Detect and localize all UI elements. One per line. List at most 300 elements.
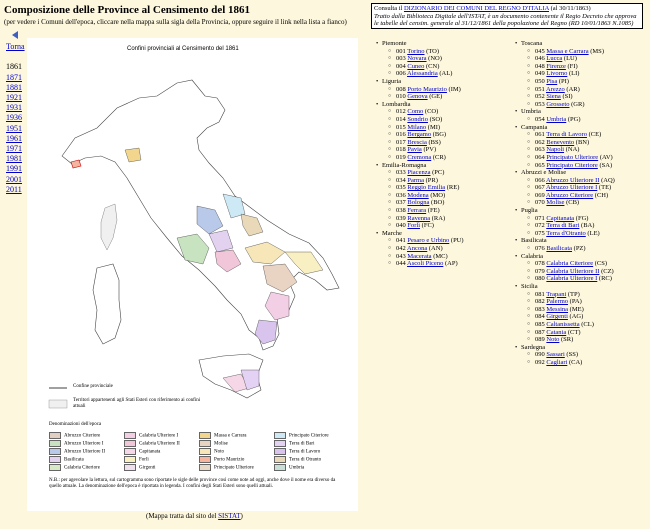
- province-item: ○ 065 Principato Citeriore (SA): [515, 162, 615, 170]
- province-item: ○ 035 Reggio Emilia (RE): [376, 184, 464, 192]
- province-link[interactable]: Torino: [407, 47, 425, 55]
- province-item: ○ 044 Ascoli Piceno (AP): [376, 260, 464, 268]
- year-link-1881[interactable]: 1881: [6, 82, 22, 92]
- province-link[interactable]: Lucca: [546, 55, 563, 63]
- legend-item: [124, 432, 178, 440]
- province-link[interactable]: Molise: [546, 199, 565, 207]
- year-nav: [6, 31, 25, 195]
- province-code: 019: [396, 153, 406, 161]
- province-item: ○ 016 Bergamo (BG): [376, 131, 464, 139]
- province-item: ○ 085 Caltanissetta (CL): [515, 321, 615, 329]
- province-sigla: SS: [568, 351, 576, 359]
- province-link[interactable]: Terra d'Otranto: [546, 229, 586, 237]
- region-item: [515, 108, 615, 116]
- province-item: ○ 049 Livorno (LI): [515, 70, 615, 78]
- province-item: ○ 064 Principato Ulteriore (AV): [515, 154, 615, 162]
- legend-swatch: [124, 456, 136, 463]
- province-link[interactable]: Macerata: [407, 252, 432, 260]
- province-item: ○ 052 Siena (SI): [515, 93, 615, 101]
- legend-swatch: [199, 440, 211, 447]
- legend-swatch: [124, 464, 136, 471]
- province-link[interactable]: Napoli: [546, 146, 565, 154]
- province-item: ○ 087 Catania (CT): [515, 329, 615, 337]
- legend-swatch: [274, 432, 286, 439]
- year-link-1871[interactable]: 1871: [6, 72, 22, 82]
- map-note: N.B.: per agevolare la lettura, sul cartogramma sono riportate le sigle delle province così come note ad oggi, anche dove il nome era diverso da quello attuale. La denominazione dell'epoca è riportata in legenda. I confini degli Stati Esteri sono quelli attuali.: [49, 478, 336, 489]
- legend-foreign-label: Territori appartenenti agli Stati Esteri con riferimento ai confini attuali: [73, 398, 201, 409]
- province-code: 034: [396, 176, 406, 184]
- province-code: 066: [535, 176, 545, 184]
- regions-column-left: [376, 40, 464, 268]
- legend-swatch: [49, 464, 61, 471]
- province-link[interactable]: Pisa: [546, 77, 558, 85]
- province-sigla: BA: [583, 222, 593, 230]
- province-sigla: BO: [433, 199, 443, 207]
- province-code: 084: [535, 313, 545, 321]
- province-link[interactable]: Trapani: [546, 290, 567, 298]
- province-item: ○ 072 Terra di Bari (BA): [515, 222, 615, 230]
- province-sigla: TP: [570, 290, 578, 298]
- region-item: [515, 124, 615, 132]
- province-link[interactable]: Ravenna: [407, 214, 431, 222]
- legend-item: [274, 456, 321, 464]
- legend-item: [274, 464, 304, 472]
- legend-item: [124, 440, 180, 448]
- province-code: 085: [535, 320, 545, 328]
- province-sigla: FI: [569, 62, 576, 70]
- province-link[interactable]: Pesaro e Urbino: [407, 237, 450, 245]
- province-code: 070: [535, 199, 545, 207]
- year-link-2011[interactable]: 2011: [6, 184, 22, 194]
- region-item: [376, 78, 464, 86]
- year-link-2001[interactable]: 2001: [6, 174, 22, 184]
- province-sigla: TO: [428, 47, 437, 55]
- province-link[interactable]: Modena: [407, 191, 429, 199]
- province-code: 033: [396, 169, 406, 177]
- province-link[interactable]: Abruzzo Ulteriore I: [546, 184, 598, 192]
- province-code: 083: [535, 305, 545, 313]
- legend-item: [274, 440, 314, 448]
- province-link[interactable]: Ancona: [407, 245, 428, 253]
- province-link[interactable]: Milano: [407, 123, 427, 131]
- province-item: ○ 004 Cuneo (CN): [376, 63, 464, 71]
- region-item: [515, 40, 615, 48]
- province-sigla: RA: [433, 214, 443, 222]
- province-code: 081: [535, 290, 545, 298]
- sistat-link[interactable]: SISTAT: [218, 512, 241, 520]
- province-item: ○ 008 Porto Maurizio (IM): [376, 86, 464, 94]
- province-code: 010: [396, 93, 406, 101]
- province-sigla: CO: [427, 108, 437, 116]
- province-sigla: LE: [589, 229, 598, 237]
- province-item: ○ 012 Como (CO): [376, 108, 464, 116]
- province-code: 076: [535, 245, 545, 253]
- province-code: 039: [396, 214, 406, 222]
- legend-label: Calabria Citeriore: [64, 465, 100, 471]
- legend-item: [49, 448, 105, 456]
- province-sigla: PU: [453, 237, 462, 245]
- province-link[interactable]: Cagliari: [546, 358, 568, 366]
- province-code: 046: [535, 55, 545, 63]
- province-code: 049: [535, 70, 545, 78]
- province-sigla: CE: [590, 131, 600, 139]
- province-item: ○ 061 Terra di Lavoro (CE): [515, 131, 615, 139]
- province-link[interactable]: Parma: [407, 176, 424, 184]
- page-title: Composizione delle Province al Censimento del 1861: [4, 4, 251, 16]
- province-item: ○ 083 Messina (ME): [515, 306, 615, 314]
- legend-swatch: [49, 456, 61, 463]
- region-name: Puglia: [521, 207, 538, 215]
- province-code: 017: [396, 138, 406, 146]
- region-name: Calabria: [521, 252, 544, 260]
- region-item: [515, 283, 615, 291]
- legend-item: [199, 448, 224, 456]
- province-link[interactable]: Terra di Lavoro: [546, 131, 587, 139]
- province-code: 036: [396, 191, 406, 199]
- province-code: 015: [396, 123, 406, 131]
- province-link[interactable]: Forlì: [407, 222, 421, 230]
- province-link[interactable]: Genova: [407, 93, 428, 101]
- province-link[interactable]: Grosseto: [546, 100, 570, 108]
- province-link[interactable]: Capitanata: [546, 214, 575, 222]
- region-name: Basilicata: [521, 237, 547, 245]
- province-item: ○ 078 Calabria Citeriore (CS): [515, 260, 615, 268]
- province-code: 079: [535, 267, 545, 275]
- province-item: ○ 084 Girgenti (AG): [515, 313, 615, 321]
- province-code: 063: [535, 146, 545, 154]
- province-item: ○ 015 Milano (MI): [376, 124, 464, 132]
- province-link[interactable]: Sondrio: [407, 115, 428, 123]
- province-link[interactable]: Reggio Emilia: [407, 184, 446, 192]
- legend-item: [49, 432, 100, 440]
- province-link[interactable]: Ascoli Piceno: [407, 260, 444, 268]
- province-sigla: PI: [561, 77, 567, 85]
- province-code: 067: [535, 184, 545, 192]
- province-code: 053: [535, 100, 545, 108]
- region-name: Liguria: [382, 77, 402, 85]
- legend-item: [199, 440, 228, 448]
- province-sigla: RC: [601, 275, 610, 283]
- legend-item: [49, 456, 84, 464]
- province-code: 082: [535, 298, 545, 306]
- province-code: 087: [535, 328, 545, 336]
- province-item: ○ 046 Lucca (LU): [515, 55, 615, 63]
- province-link[interactable]: Calabria Ulteriore I: [546, 275, 598, 283]
- legend-swatch: [124, 432, 136, 439]
- province-sigla: IM: [450, 85, 459, 93]
- regions-column-right: [515, 40, 615, 367]
- region-item: [376, 230, 464, 238]
- legend-label: Porto Maurizio: [214, 457, 245, 463]
- province-item: ○ 062 Benevento (BN): [515, 139, 615, 147]
- province-link[interactable]: Alessandria: [407, 70, 438, 78]
- caption-suffix: ): [240, 512, 243, 520]
- province-item: ○ 076 Basilicata (PZ): [515, 245, 615, 253]
- legend-item: [274, 432, 329, 440]
- legend-label: Calabria Ulteriore I: [139, 433, 179, 439]
- province-sigla: AN: [431, 245, 441, 253]
- province-item: ○ 070 Molise (CB): [515, 199, 615, 207]
- province-link[interactable]: Livorno: [546, 70, 568, 78]
- province-link[interactable]: Principato Citeriore: [546, 161, 598, 169]
- province-item: ○ 037 Bologna (BO): [376, 199, 464, 207]
- region-name: Toscana: [521, 40, 543, 47]
- province-code: 051: [535, 85, 545, 93]
- province-sigla: MI: [429, 123, 438, 131]
- province-sigla: CT: [570, 328, 579, 336]
- dictionary-link[interactable]: DIZIONARIO DEI COMUNI DEL REGNO D'ITALIA: [403, 5, 549, 12]
- legend-item: [124, 448, 160, 456]
- province-item: ○ 089 Noto (SR): [515, 336, 615, 344]
- province-sigla: SA: [601, 161, 610, 169]
- province-sigla: AQ: [603, 176, 613, 184]
- legend-label: Principato Citeriore: [289, 433, 329, 439]
- province-link[interactable]: Piacenza: [407, 169, 431, 177]
- province-link[interactable]: Siena: [546, 93, 561, 101]
- province-item: ○ 066 Abruzzo Ulteriore II (AQ): [515, 177, 615, 185]
- province-link[interactable]: Ferrara: [407, 207, 427, 215]
- province-link[interactable]: Palermo: [546, 298, 569, 306]
- region-item: [515, 253, 615, 261]
- province-code: 061: [535, 131, 545, 139]
- province-sigla: ME: [571, 305, 582, 313]
- legend-label: Girgenti: [139, 465, 156, 471]
- province-link[interactable]: Como: [407, 108, 424, 116]
- legend-swatch: [49, 440, 61, 447]
- province-code: 035: [396, 184, 406, 192]
- province-link[interactable]: Brescia: [407, 138, 427, 146]
- province-sigla: CR: [435, 153, 444, 161]
- province-link[interactable]: Firenze: [546, 62, 566, 70]
- province-link[interactable]: Cuneo: [407, 62, 425, 70]
- legend-item: [199, 432, 246, 440]
- province-sigla: PC: [434, 169, 443, 177]
- province-sigla: AR: [568, 85, 578, 93]
- province-sigla: CL: [583, 320, 592, 328]
- province-code: 045: [535, 47, 545, 55]
- province-item: ○ 075 Terra d'Otranto (LE): [515, 230, 615, 238]
- province-link[interactable]: Terra di Bari: [546, 222, 580, 230]
- legend-label: Terra di Otranto: [289, 457, 322, 463]
- province-code: 050: [535, 77, 545, 85]
- legend-label: Noto: [214, 449, 224, 455]
- year-link-1971[interactable]: 1971: [6, 144, 22, 154]
- legend-label: Molise: [214, 441, 228, 447]
- province-sigla: AV: [601, 153, 611, 161]
- province-link[interactable]: Abruzzo Citeriore: [546, 191, 594, 199]
- province-sigla: GR: [573, 100, 583, 108]
- province-item: ○ 042 Ancona (AN): [376, 245, 464, 253]
- province-link[interactable]: Arezzo: [546, 85, 565, 93]
- province-sigla: TE: [601, 184, 610, 192]
- province-code: 052: [535, 93, 545, 101]
- province-sigla: AG: [571, 313, 582, 321]
- page-subtitle: (per vedere i Comuni dell'epoca, cliccare nella mappa sulla sigla della Provincia, oppure seguire il link nella lista a fianco): [4, 18, 347, 26]
- province-code: 071: [535, 214, 545, 222]
- back-arrow-icon[interactable]: [6, 31, 25, 42]
- province-code: 016: [396, 131, 406, 139]
- legend-swatch: [274, 448, 286, 455]
- region-item: [376, 101, 464, 109]
- province-link[interactable]: Benevento: [546, 138, 575, 146]
- legend-swatch: [199, 456, 211, 463]
- province-sigla: NA: [567, 146, 578, 154]
- province-link[interactable]: Catania: [546, 328, 567, 336]
- province-item: ○ 069 Abruzzo Citeriore (CH): [515, 192, 615, 200]
- province-code: 041: [396, 237, 406, 245]
- legend-item: [124, 456, 149, 464]
- province-sigla: CH: [596, 191, 606, 199]
- province-item: ○ 045 Massa e Carrara (MS): [515, 48, 615, 56]
- province-code: 003: [396, 55, 406, 63]
- region-name: Abruzzi e Molise: [521, 169, 567, 177]
- year-link-1936[interactable]: 1936: [6, 113, 22, 123]
- province-code: 089: [535, 336, 545, 344]
- province-code: 040: [396, 222, 406, 230]
- province-item: ○ 033 Piacenza (PC): [376, 169, 464, 177]
- province-sigla: BG: [434, 131, 444, 139]
- province-code: 001: [396, 47, 406, 55]
- region-name: Lombardia: [382, 100, 411, 108]
- province-item: ○ 018 Pavia (PV): [376, 146, 464, 154]
- province-link[interactable]: Porto Maurizio: [407, 85, 447, 93]
- region-name: Campania: [521, 123, 548, 131]
- province-sigla: PV: [425, 146, 434, 154]
- province-link[interactable]: Sassari: [546, 351, 565, 359]
- legend-label: Abruzzo Citeriore: [64, 433, 101, 439]
- legend-label: Abruzzo Ulteriore I: [64, 441, 104, 447]
- province-map[interactable]: [27, 38, 358, 511]
- province-item: ○ 039 Ravenna (RA): [376, 215, 464, 223]
- province-item: ○ 081 Trapani (TP): [515, 291, 615, 299]
- province-item: ○ 034 Parma (PR): [376, 177, 464, 185]
- province-link[interactable]: Abruzzo Ulteriore II: [546, 176, 600, 184]
- year-link-1961[interactable]: 1961: [6, 133, 22, 143]
- province-link[interactable]: Bologna: [407, 199, 430, 207]
- province-code: 090: [535, 351, 545, 359]
- province-link[interactable]: Calabria Ulteriore II: [546, 267, 600, 275]
- province-sigla: FG: [577, 214, 587, 222]
- province-code: 043: [396, 252, 406, 260]
- province-item: ○ 040 Forlì (FC): [376, 222, 464, 230]
- province-code: 078: [535, 260, 545, 268]
- province-item: ○ 071 Capitanata (FG): [515, 215, 615, 223]
- province-link[interactable]: Messina: [546, 305, 569, 313]
- province-item: ○ 003 Novara (NO): [376, 55, 464, 63]
- province-sigla: MO: [432, 191, 443, 199]
- province-item: ○ 092 Cagliari (CA): [515, 359, 615, 367]
- year-link-1931[interactable]: 1931: [6, 103, 22, 113]
- map-caption: [146, 512, 243, 520]
- province-sigla: CZ: [603, 267, 612, 275]
- region-item: [515, 237, 615, 245]
- legend-item: [274, 448, 320, 456]
- province-sigla: SR: [563, 336, 572, 344]
- province-link[interactable]: Caltanissetta: [546, 320, 580, 328]
- province-link[interactable]: Principato Ulteriore: [546, 153, 599, 161]
- province-item: ○ 043 Macerata (MC): [376, 253, 464, 261]
- dictionary-desc-1: Tratto dalla Biblioteca Digitale dell'ISTAT, è un documento contenente il Regio Decreto che approva: [374, 12, 637, 20]
- dictionary-prefix: Consulta il: [374, 5, 404, 12]
- province-link[interactable]: Basilicata: [546, 245, 573, 253]
- province-link[interactable]: Umbria: [546, 115, 567, 123]
- province-link[interactable]: Cremona: [407, 153, 432, 161]
- province-code: 092: [535, 358, 545, 366]
- province-code: 075: [535, 229, 545, 237]
- legend-item: [124, 464, 156, 472]
- province-code: 006: [396, 70, 406, 78]
- province-code: 080: [535, 275, 545, 283]
- province-sigla: CS: [596, 260, 605, 268]
- province-item: ○ 051 Arezzo (AR): [515, 86, 615, 94]
- province-link[interactable]: Noto: [546, 336, 560, 344]
- region-item: [515, 169, 615, 177]
- back-link[interactable]: Torna: [6, 42, 25, 52]
- province-item: ○ 041 Pesaro e Urbino (PU): [376, 237, 464, 245]
- province-item: ○ 006 Alessandria (AL): [376, 70, 464, 78]
- province-link[interactable]: Girgenti: [546, 313, 568, 321]
- province-link[interactable]: Calabria Citeriore: [546, 260, 594, 268]
- province-item: ○ 010 Genova (GE): [376, 93, 464, 101]
- province-item: ○ 053 Grosseto (GR): [515, 101, 615, 109]
- legend-swatch: [199, 464, 211, 471]
- map-title: Confini provinciali al Censimento del 1861: [127, 46, 239, 52]
- province-link[interactable]: Novara: [407, 55, 427, 63]
- year-link-1981[interactable]: 1981: [6, 154, 22, 164]
- province-code: 004: [396, 62, 406, 70]
- province-sigla: BN: [577, 138, 587, 146]
- year-link-1921[interactable]: 1921: [6, 93, 22, 103]
- province-code: 042: [396, 245, 406, 253]
- province-item: ○ 090 Sassari (SS): [515, 351, 615, 359]
- province-item: ○ 014 Sondrio (SO): [376, 116, 464, 124]
- province-code: 065: [535, 161, 545, 169]
- province-item: ○ 079 Calabria Ulteriore II (CZ): [515, 268, 615, 276]
- province-code: 008: [396, 85, 406, 93]
- province-link[interactable]: Bergamo: [407, 131, 432, 139]
- region-name: Sardegna: [521, 343, 546, 351]
- province-code: 012: [396, 108, 406, 116]
- province-code: 072: [535, 222, 545, 230]
- province-item: ○ 038 Ferrara (FE): [376, 207, 464, 215]
- province-sigla: LI: [571, 70, 578, 78]
- region-item: [515, 344, 615, 352]
- province-item: ○ 017 Brescia (BS): [376, 139, 464, 147]
- province-sigla: MC: [435, 252, 446, 260]
- legend-swatch: [124, 448, 136, 455]
- province-code: 038: [396, 207, 406, 215]
- legend-heading: Denominazioni dell'epoca: [49, 422, 102, 427]
- legend-swatch: [274, 440, 286, 447]
- year-link-1991[interactable]: 1991: [6, 164, 22, 174]
- province-sigla: PR: [427, 176, 436, 184]
- legend-label: Basilicata: [64, 457, 84, 463]
- province-item: ○ 048 Firenze (FI): [515, 63, 615, 71]
- province-item: ○ 019 Cremona (CR): [376, 154, 464, 162]
- province-link[interactable]: Massa e Carrara: [546, 47, 589, 55]
- province-link[interactable]: Pavia: [407, 146, 422, 154]
- province-sigla: FC: [423, 222, 432, 230]
- legend-label: Terra di Lavoro: [289, 449, 321, 455]
- legend-label: Principato Ulteriore: [214, 465, 254, 471]
- province-sigla: GE: [431, 93, 441, 101]
- year-link-1951[interactable]: 1951: [6, 123, 22, 133]
- province-item: ○ 067 Abruzzo Ulteriore I (TE): [515, 184, 615, 192]
- province-item: ○ 001 Torino (TO): [376, 48, 464, 56]
- province-sigla: AP: [447, 260, 456, 268]
- legend-label: Abruzzo Ulteriore II: [64, 449, 106, 455]
- province-code: 064: [535, 153, 545, 161]
